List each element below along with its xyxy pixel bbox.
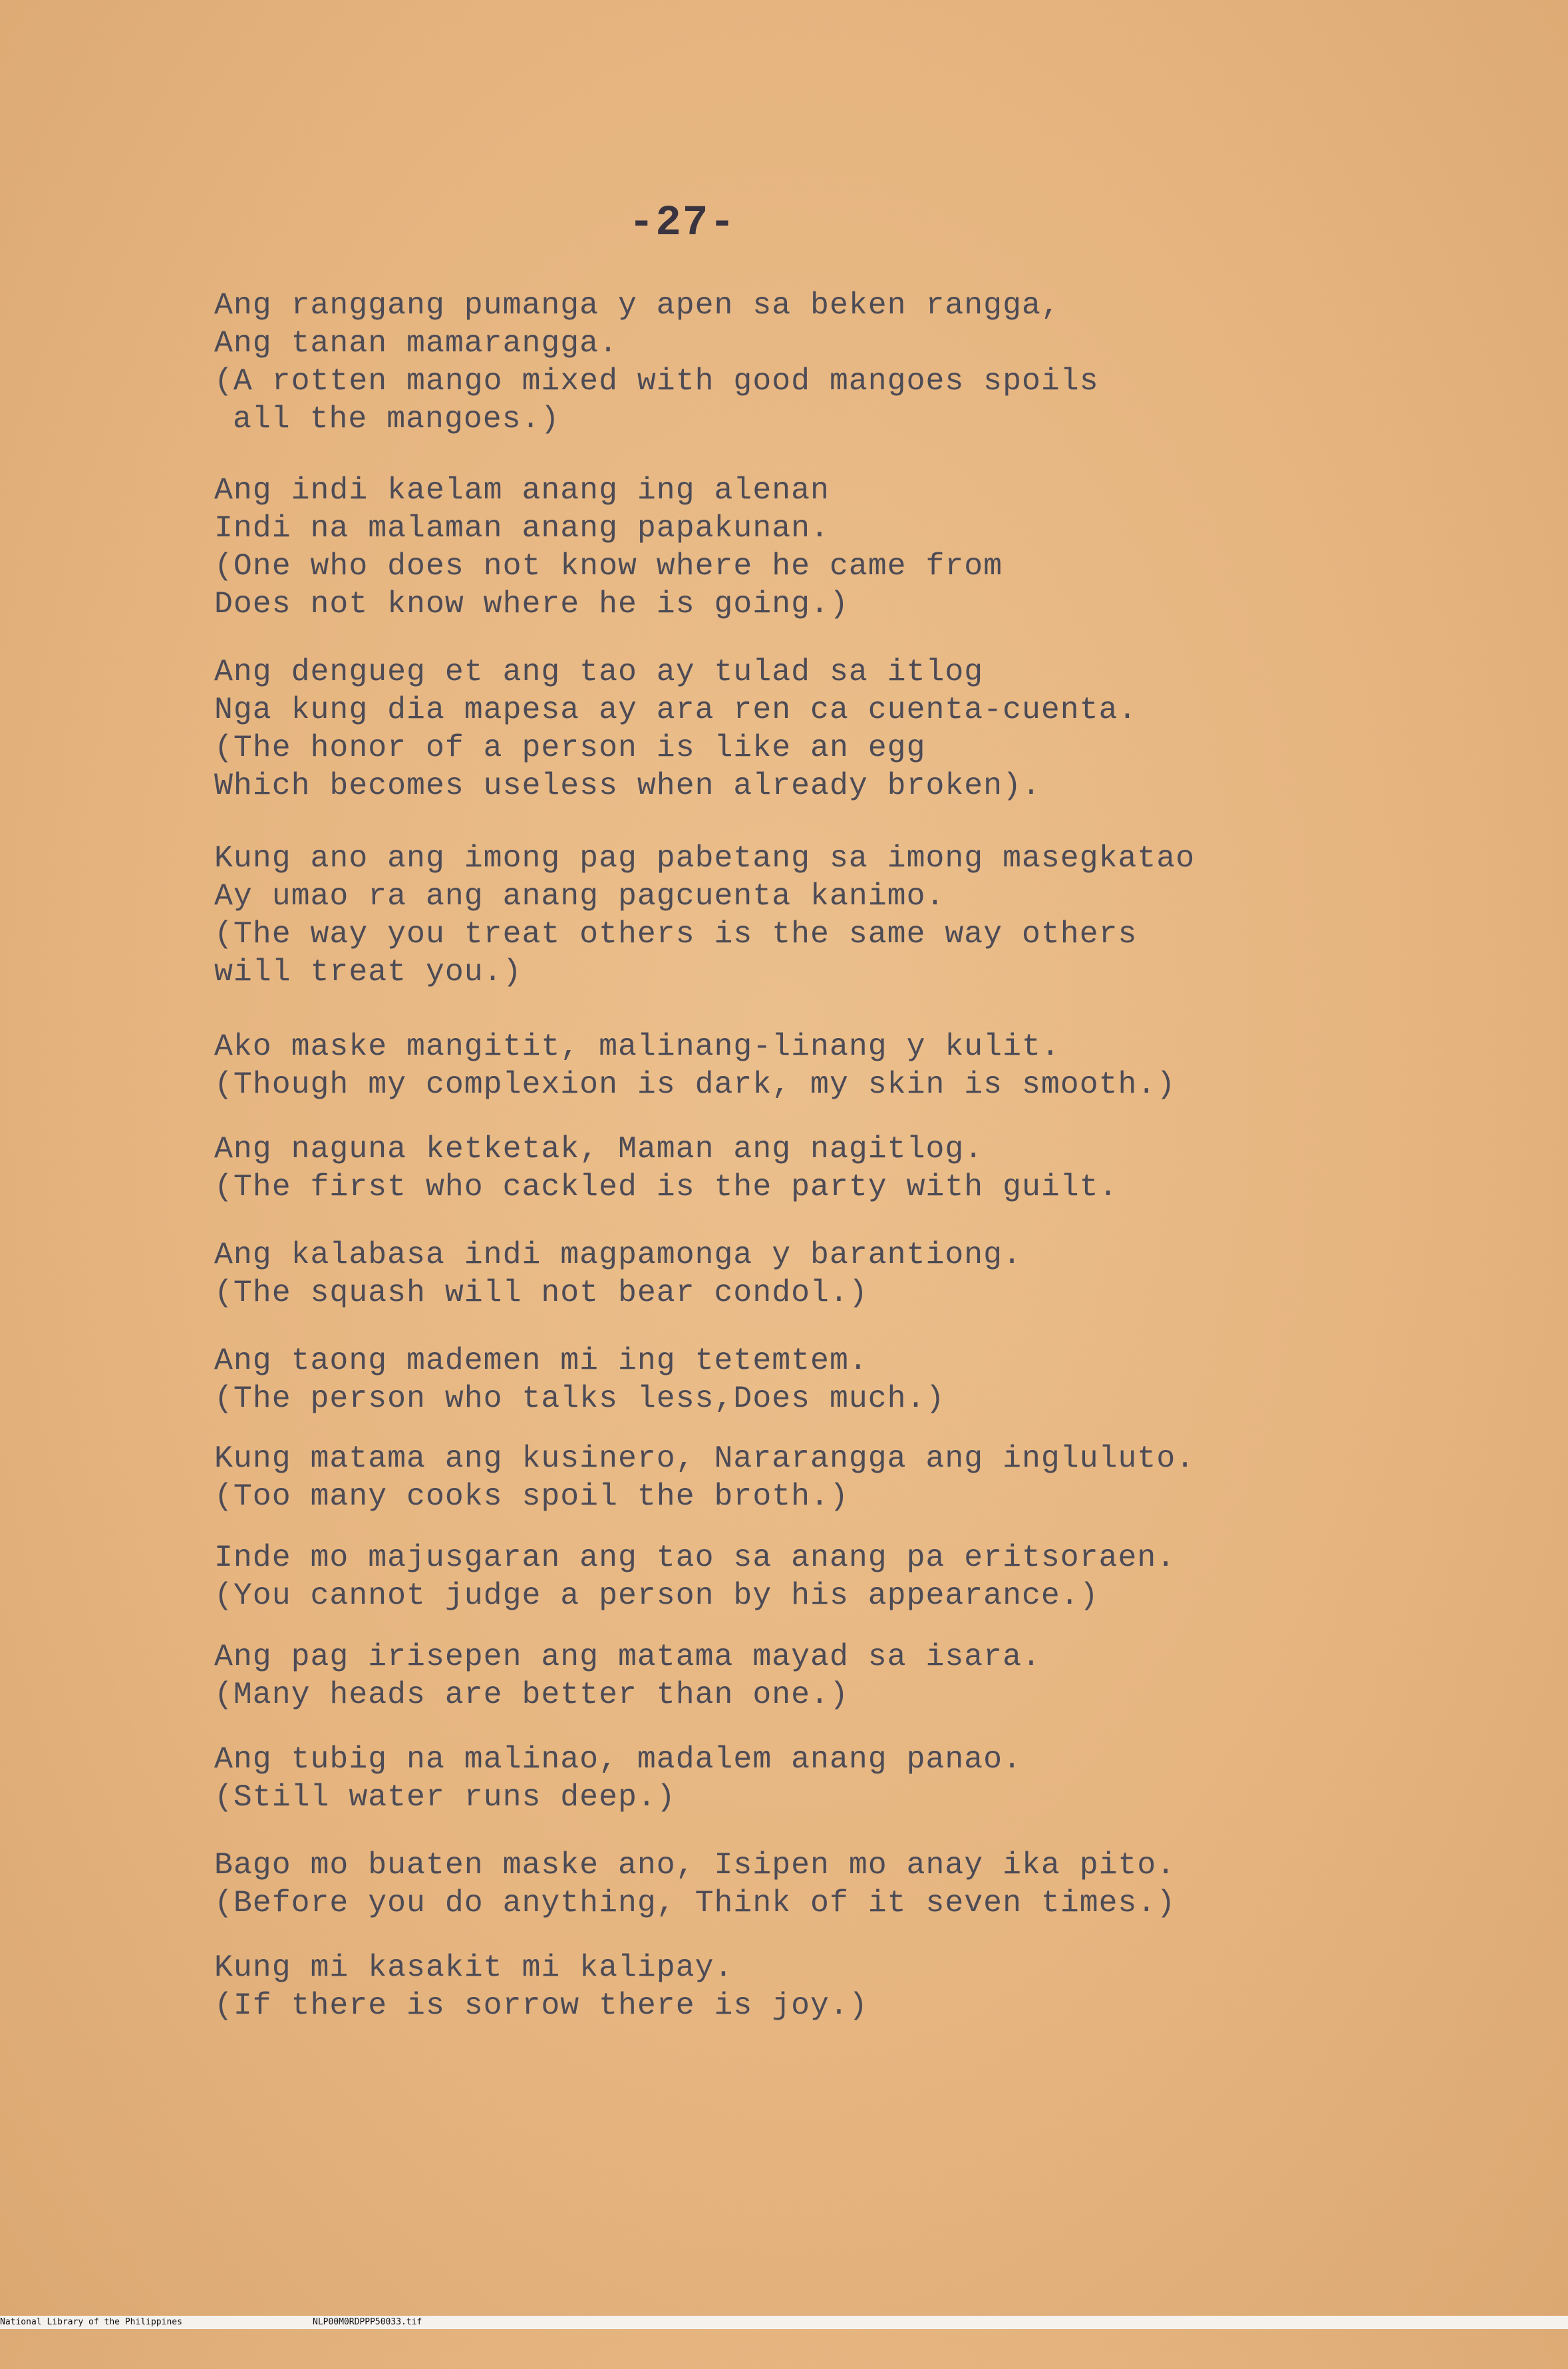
proverb-line: Does not know where he is going.): [214, 586, 849, 622]
proverb-line: (One who does not know where he came from: [214, 548, 1003, 584]
proverb-line: Kung mi kasakit mi kalipay.: [214, 1950, 734, 1985]
proverb-block: [214, 653, 1478, 805]
proverb-block: [214, 1342, 1478, 1417]
footer-library-name: National Library of the Philippines: [0, 2317, 182, 2327]
proverb-line: Ako maske mangitit, malinang-linang y kulit.: [214, 1029, 1060, 1064]
proverb-line: (Though my complexion is dark, my skin is smooth.): [214, 1067, 1176, 1102]
proverb-line: (The honor of a person is like an egg: [214, 730, 926, 765]
proverb-line: Which becomes useless when already broken).: [214, 768, 1041, 803]
proverb-line: (The squash will not bear condol.): [214, 1275, 868, 1310]
proverb-block: [214, 471, 1478, 623]
proverb-line: (Still water runs deep.): [214, 1779, 676, 1815]
proverb-line: Nga kung dia mapesa ay ara ren ca cuenta-cuenta.: [214, 692, 1138, 727]
proverb-list: [214, 260, 1478, 2024]
proverb-block: [214, 1948, 1478, 2024]
proverb-block: [214, 1130, 1478, 1206]
proverb-line: Ang indi kaelam anang ing alenan: [214, 472, 830, 508]
proverb-line: Ay umao ra ang anang pagcuenta kanimo.: [214, 878, 945, 914]
proverb-block: [214, 1439, 1478, 1515]
proverb-line: Ang pag irisepen ang matama mayad sa isara.: [214, 1639, 1041, 1674]
proverb-line: (If there is sorrow there is joy.): [214, 1988, 868, 2023]
proverb-line: (You cannot judge a person by his appearance.): [214, 1578, 1099, 1613]
proverb-block: [214, 1027, 1478, 1103]
scan-footer: [0, 2316, 1568, 2329]
proverb-line: (The person who talks less,Does much.): [214, 1381, 945, 1416]
proverb-line: Ang taong mademen mi ing tetemtem.: [214, 1343, 868, 1378]
proverb-line: (Many heads are better than one.): [214, 1677, 849, 1712]
footer-filename: NLP00M0RDPPP50033.tif: [313, 2317, 422, 2327]
proverb-line: will treat you.): [214, 954, 522, 990]
proverb-line: Ang naguna ketketak, Maman ang nagitlog.: [214, 1131, 984, 1167]
page-number: -27-: [629, 200, 736, 248]
proverb-line: Kung ano ang imong pag pabetang sa imong masegkatao: [214, 840, 1195, 876]
proverb-line: Ang tanan mamarangga.: [214, 325, 618, 361]
proverb-line: Ang dengueg et ang tao ay tulad sa itlog: [214, 654, 984, 689]
proverb-block: [214, 1236, 1478, 1312]
proverb-line: Ang kalabasa indi magpamonga y barantiong.: [214, 1237, 1022, 1272]
proverb-line: Inde mo majusgaran ang tao sa anang pa eritsoraen.: [214, 1540, 1176, 1575]
proverb-line: (A rotten mango mixed with good mangoes spoils: [214, 363, 1099, 399]
proverb-block: [214, 1539, 1478, 1614]
proverb-block: [214, 1638, 1478, 1714]
proverb-line: Ang tubig na malinao, madalem anang panao.: [214, 1741, 1022, 1777]
proverb-block: [214, 839, 1478, 991]
proverb-line: Bago mo buaten maske ano, Isipen mo anay ika pito.: [214, 1847, 1176, 1883]
proverb-line: Indi na malaman anang papakunan.: [214, 510, 830, 546]
proverb-block: [214, 1740, 1478, 1816]
proverb-block: [214, 1846, 1478, 1922]
proverb-line: (Too many cooks spoil the broth.): [214, 1479, 849, 1514]
proverb-line: (The way you treat others is the same way others: [214, 916, 1138, 952]
proverb-line: all the mangoes.): [233, 401, 560, 437]
proverb-block: [214, 286, 1478, 438]
proverb-line: Kung matama ang kusinero, Nararangga ang ingluluto.: [214, 1441, 1195, 1476]
proverb-line: (The first who cackled is the party with guilt.: [214, 1169, 1118, 1204]
proverb-line: Ang ranggang pumanga y apen sa beken rangga,: [214, 287, 1060, 323]
proverb-line: (Before you do anything, Think of it seven times.): [214, 1885, 1176, 1920]
